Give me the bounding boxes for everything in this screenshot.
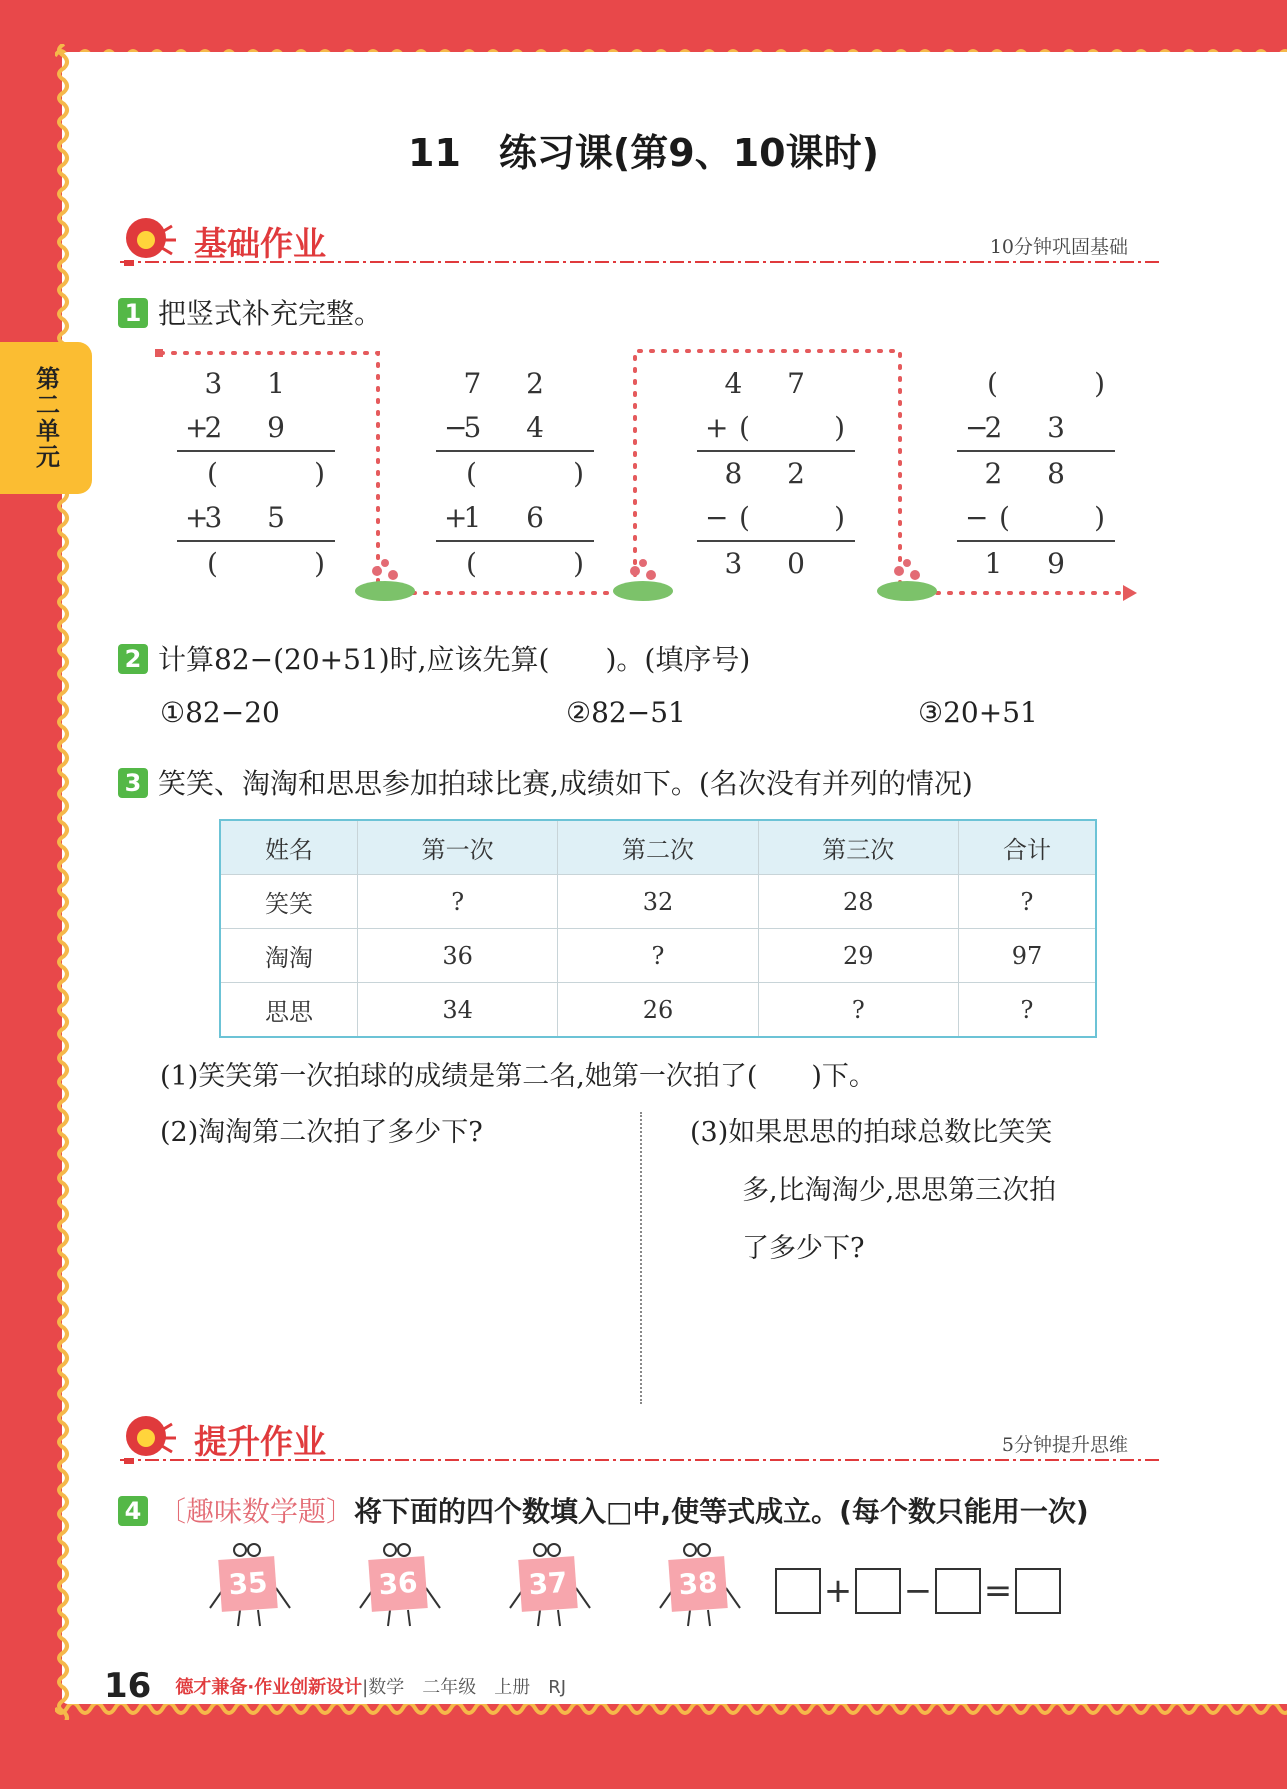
calc-operator: + (185, 501, 209, 534)
calc-row: 1 6 (463, 501, 562, 534)
flower-bush-icon (613, 559, 673, 601)
question-3-text: 笑笑、淘淘和思思参加拍球比赛,成绩如下。(名次没有并列的情况) (158, 767, 973, 800)
table-cell: 淘淘 (220, 929, 358, 983)
table-cell: ? (358, 875, 558, 929)
table-cell: 97 (958, 929, 1096, 983)
section-basic-label: 基础作业 (194, 224, 326, 263)
question-1 (118, 292, 382, 332)
answer-divider (640, 1112, 642, 1404)
table-header-cell: 第一次 (358, 820, 558, 875)
calc-row: 8 2 (724, 457, 823, 490)
table-cell: 26 (558, 983, 758, 1038)
table-cell: ? (758, 983, 958, 1038)
number-card (650, 1538, 750, 1628)
table-cell: 34 (358, 983, 558, 1038)
vertical-calc-3: 4 7 + ( ) 8 2 − ( ) 3 0 (697, 362, 855, 586)
answer-box[interactable] (775, 1568, 821, 1614)
section-basic-header (118, 212, 1158, 272)
number-card (350, 1538, 450, 1628)
number-card-value: 35 (218, 1556, 277, 1612)
answer-box[interactable] (855, 1568, 901, 1614)
calc-row: 3 0 (724, 547, 823, 580)
question-number-badge: 1 (118, 298, 148, 328)
option-2: ②82−51 (566, 696, 686, 729)
table-header-row (220, 820, 1096, 875)
unit-tab (0, 342, 92, 494)
vertical-calc-1: 3 1 + 2 9 ( ) + 3 5 ( ) (177, 362, 335, 586)
plus-sign: + (823, 1571, 853, 1611)
calc-operator: − (965, 411, 989, 444)
number-card-value: 38 (668, 1556, 727, 1612)
minus-sign: − (903, 1571, 933, 1611)
question-2 (118, 638, 750, 678)
table-row (220, 875, 1096, 929)
calc-operator: − (705, 501, 729, 534)
table-cell: ? (558, 929, 758, 983)
sub-question-3-line-1: (3)如果思思的拍球总数比笑笑 (690, 1117, 1053, 1148)
table-cell: 32 (558, 875, 758, 929)
question-4 (118, 1490, 1089, 1530)
footer-info: |数学 二年级 上册 RJ (362, 1677, 567, 1698)
calc-row: 1 9 (984, 547, 1083, 580)
option-1: ①82−20 (160, 696, 280, 729)
number-card (200, 1538, 300, 1628)
calc-operator: + (444, 501, 468, 534)
calc-row: 4 7 (724, 367, 823, 400)
table-row (220, 929, 1096, 983)
sub-question-3-line-3: 了多少下? (742, 1233, 865, 1264)
unit-tab-label: 第二单元 (31, 366, 60, 470)
page-footer (104, 1666, 566, 1706)
option-3: ③20+51 (918, 696, 1038, 729)
fun-math-tag: 〔趣味数学题〕 (158, 1495, 355, 1528)
question-3 (118, 762, 973, 802)
page-number: 16 (104, 1666, 152, 1706)
footer-brand: 德才兼备·作业创新设计 (175, 1677, 363, 1698)
section-advanced-sub: 5分钟提升思维 (1001, 1434, 1128, 1456)
sub-question-2: (2)淘淘第二次拍了多少下? (160, 1117, 483, 1148)
vertical-calc-4: ( ) − 2 3 2 8 − ( ) 1 9 (957, 362, 1115, 586)
answer-box[interactable] (935, 1568, 981, 1614)
table-header-cell: 第三次 (758, 820, 958, 875)
question-1-text: 把竖式补充完整。 (158, 297, 383, 330)
table-header-cell: 姓名 (220, 820, 358, 875)
table-cell: 思思 (220, 983, 358, 1038)
table-header-cell: 第二次 (558, 820, 758, 875)
calc-operator: + (705, 411, 729, 444)
equation (775, 1568, 1061, 1614)
sub-question-1: (1)笑笑第一次拍球的成绩是第二名,她第一次拍了( )下。 (160, 1061, 876, 1092)
calc-row: 7 2 (463, 367, 562, 400)
vertical-calc-2: 7 2 − 5 4 ( ) + 1 6 ( ) (436, 362, 594, 586)
calc-row: 2 8 (984, 457, 1083, 490)
question-2-text: 计算82−(20+51)时,应该先算( )。(填序号) (158, 643, 751, 676)
section-basic-sub: 10分钟巩固基础 (989, 236, 1128, 258)
calc-operator: + (185, 411, 209, 444)
number-card (500, 1538, 600, 1628)
section-basic-rule (120, 260, 1160, 264)
calc-row: 2 3 (984, 411, 1083, 444)
table-cell: 36 (358, 929, 558, 983)
table-cell: ? (958, 983, 1096, 1038)
table-cell: 28 (758, 875, 958, 929)
equals-sign: = (983, 1571, 1013, 1611)
calc-operator: − (444, 411, 468, 444)
calc-row: 5 4 (463, 411, 562, 444)
number-card-value: 36 (368, 1556, 427, 1612)
question-number-badge: 4 (118, 1496, 148, 1526)
calc-row: 3 1 (204, 367, 303, 400)
score-table (219, 819, 1097, 1038)
question-4-text: 将下面的四个数填入□中,使等式成立。(每个数只能用一次) (354, 1495, 1089, 1528)
calc-row: 3 5 (204, 501, 303, 534)
question-number-badge: 2 (118, 644, 148, 674)
section-advanced-label: 提升作业 (194, 1422, 326, 1461)
answer-box[interactable] (1015, 1568, 1061, 1614)
section-advanced-rule (120, 1458, 1160, 1462)
flower-bush-icon (877, 559, 937, 601)
section-advanced-header (118, 1410, 1158, 1470)
table-row (220, 983, 1096, 1038)
question-number-badge: 3 (118, 768, 148, 798)
table-cell: 笑笑 (220, 875, 358, 929)
table-cell: 29 (758, 929, 958, 983)
sub-question-3-line-2: 多,比淘淘少,思思第三次拍 (742, 1175, 1057, 1206)
page-title: 11 练习课(第9、10课时) (408, 131, 879, 175)
calc-operator: − (965, 501, 989, 534)
calc-row: 2 9 (204, 411, 303, 444)
frame-wave-left (52, 44, 72, 1720)
flower-bush-icon (355, 559, 415, 601)
table-cell: ? (958, 875, 1096, 929)
number-card-value: 37 (518, 1556, 577, 1612)
table-header-cell: 合计 (958, 820, 1096, 875)
